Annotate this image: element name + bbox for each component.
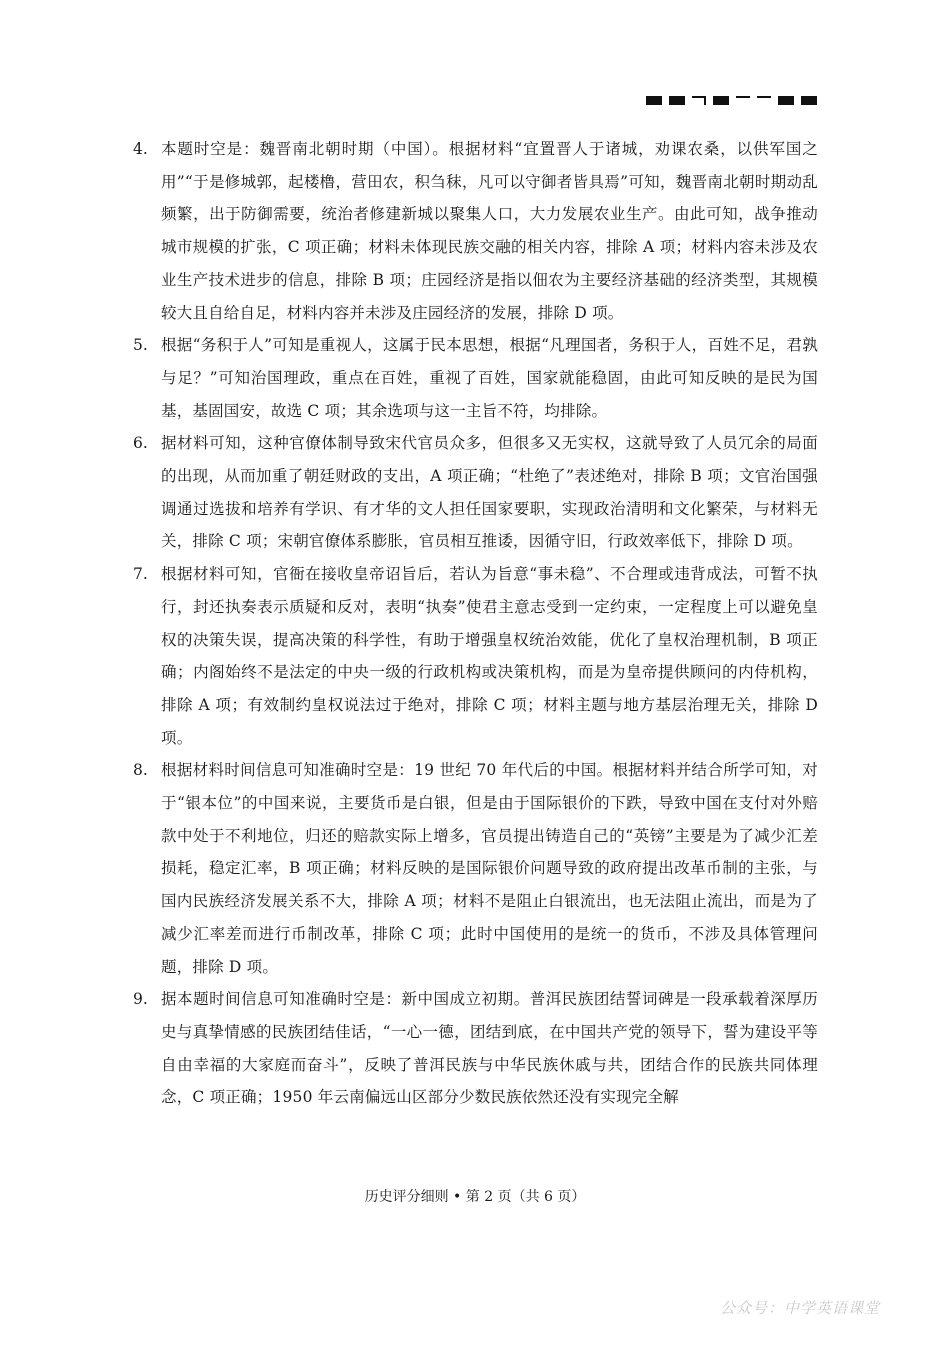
item-number: 8. (133, 761, 148, 780)
item-text: 根据材料可知，官衙在接收皇帝诏旨后，若认为旨意“事未稳”、不合理或违背成法，可暂不执行，封还执奏表示质疑和反对，表明“执奏”使君主意志受到一定约束，一定程度上可以避免皇权的决策失误，提高决策的科学性，有助于增强皇权统治效能，优化了皇权治理机制，B 项正确；内阁始终不是法定的中央一级的行政机构或决策机构，而是为皇帝提供顾问的内侍机构，排除 A 项；有效制约皇权说法过于绝对，排除 C 项；材料主题与地方基层治理无关，排除 D 项。 (161, 565, 818, 747)
mark-block (669, 96, 685, 105)
item-number: 7. (133, 565, 148, 584)
item-number: 9. (133, 990, 148, 1009)
mark-dash (757, 96, 771, 98)
header-barcode-marks (646, 96, 817, 105)
mark-dash (736, 96, 750, 98)
item-text: 根据材料时间信息可知准确时空是：19 世纪 70 年代后的中国。根据材料并结合所学可知，对于“银本位”的中国来说，主要货币是白银，但是由于国际银价的下跌，导致中国在支付对外赔款中处于不利地位，归还的赔款实际上增多，官员提出铸造自己的“英镑”主要是为了减少汇差损耗，稳定汇率，B 项正确；材料反映的是国际银价问题导致的政府提出改革币制的主张，与国内民族经济发展关系不大，排除 A 项；材料不是阻止白银流出，也无法阻止流出，而是为了减少汇率差而进行币制改革，排除 C 项；此时中国使用的是统一的货币，不涉及具体管理问题，排除 D 项。 (161, 761, 818, 976)
item-text: 据本题时间信息可知准确时空是：新中国成立初期。普洱民族团结誓词碑是一段承载着深厚历史与真挚情感的民族团结佳话，“一心一德，团结到底，在中国共产党的领导下，誓为建设平等自由幸福的大家庭而奋斗”，反映了普洱民族与中华民族休戚与共，团结合作的民族共同体理念，C 项正确；1950 年云南偏远山区部分少数民族依然还没有实现完全解 (161, 990, 818, 1107)
mark-hook (692, 96, 706, 105)
item-text: 根据“务积于人”可知是重视人，这属于民本思想，根据“凡理国者，务积于人，百姓不足，君孰与足？”可知治国理政，重点在百姓，重视了百姓，国家就能稳固，由此可知反映的是民为国基，基固国安，故选 C 项；其余选项与这一主旨不符，均排除。 (161, 336, 818, 420)
watermark: 公众号：中学英语课堂 (719, 1299, 880, 1317)
answer-item-9 (133, 983, 818, 1114)
mark-block (778, 96, 794, 105)
item-number: 6. (133, 434, 148, 453)
answer-item-8 (133, 754, 818, 983)
page-footer: 历史评分细则 • 第 2 页（共 6 页） (364, 1189, 586, 1205)
answer-explanations (133, 133, 818, 1114)
answer-item-6 (133, 427, 818, 558)
item-text: 据材料可知，这种官僚体制导致宋代官员众多，但很多又无实权，这就导致了人员冗余的局面的出现，从而加重了朝廷财政的支出，A 项正确；“杜绝了”表述绝对，排除 B 项；文官治国强调通过选拔和培养有学识、有才华的文人担任国家要职，实现政治清明和文化繁荣，与材料无关，排除 C 项；宋朝官僚体系膨胀，官员相互推诿，因循守旧，行政效率低下，排除 D 项。 (161, 434, 818, 551)
mark-block (713, 96, 729, 105)
answer-item-5 (133, 329, 818, 427)
mark-block (646, 96, 662, 105)
item-number: 5. (133, 336, 148, 355)
mark-block (801, 96, 817, 105)
item-text: 本题时空是：魏晋南北朝时期（中国）。根据材料“宜置晋人于诸城，劝课农桑，以供军国之用”“于是修城郭，起楼橹，营田农，积刍秣，凡可以守御者皆具焉”可知，魏晋南北朝时期动乱频繁，出于防御需要，统治者修建新城以聚集人口，大力发展农业生产。由此可知，战争推动城市规模的扩张，C 项正确；材料未体现民族交融的相关内容，排除 A 项；材料内容未涉及农业生产技术进步的信息，排除 B 项；庄园经济是指以佃农为主要经济基础的经济类型，其规模较大且自给自足，材料内容并未涉及庄园经济的发展，排除 D 项。 (161, 140, 818, 322)
answer-item-7 (133, 558, 818, 754)
item-number: 4. (133, 140, 148, 158)
answer-item-4 (133, 133, 818, 329)
